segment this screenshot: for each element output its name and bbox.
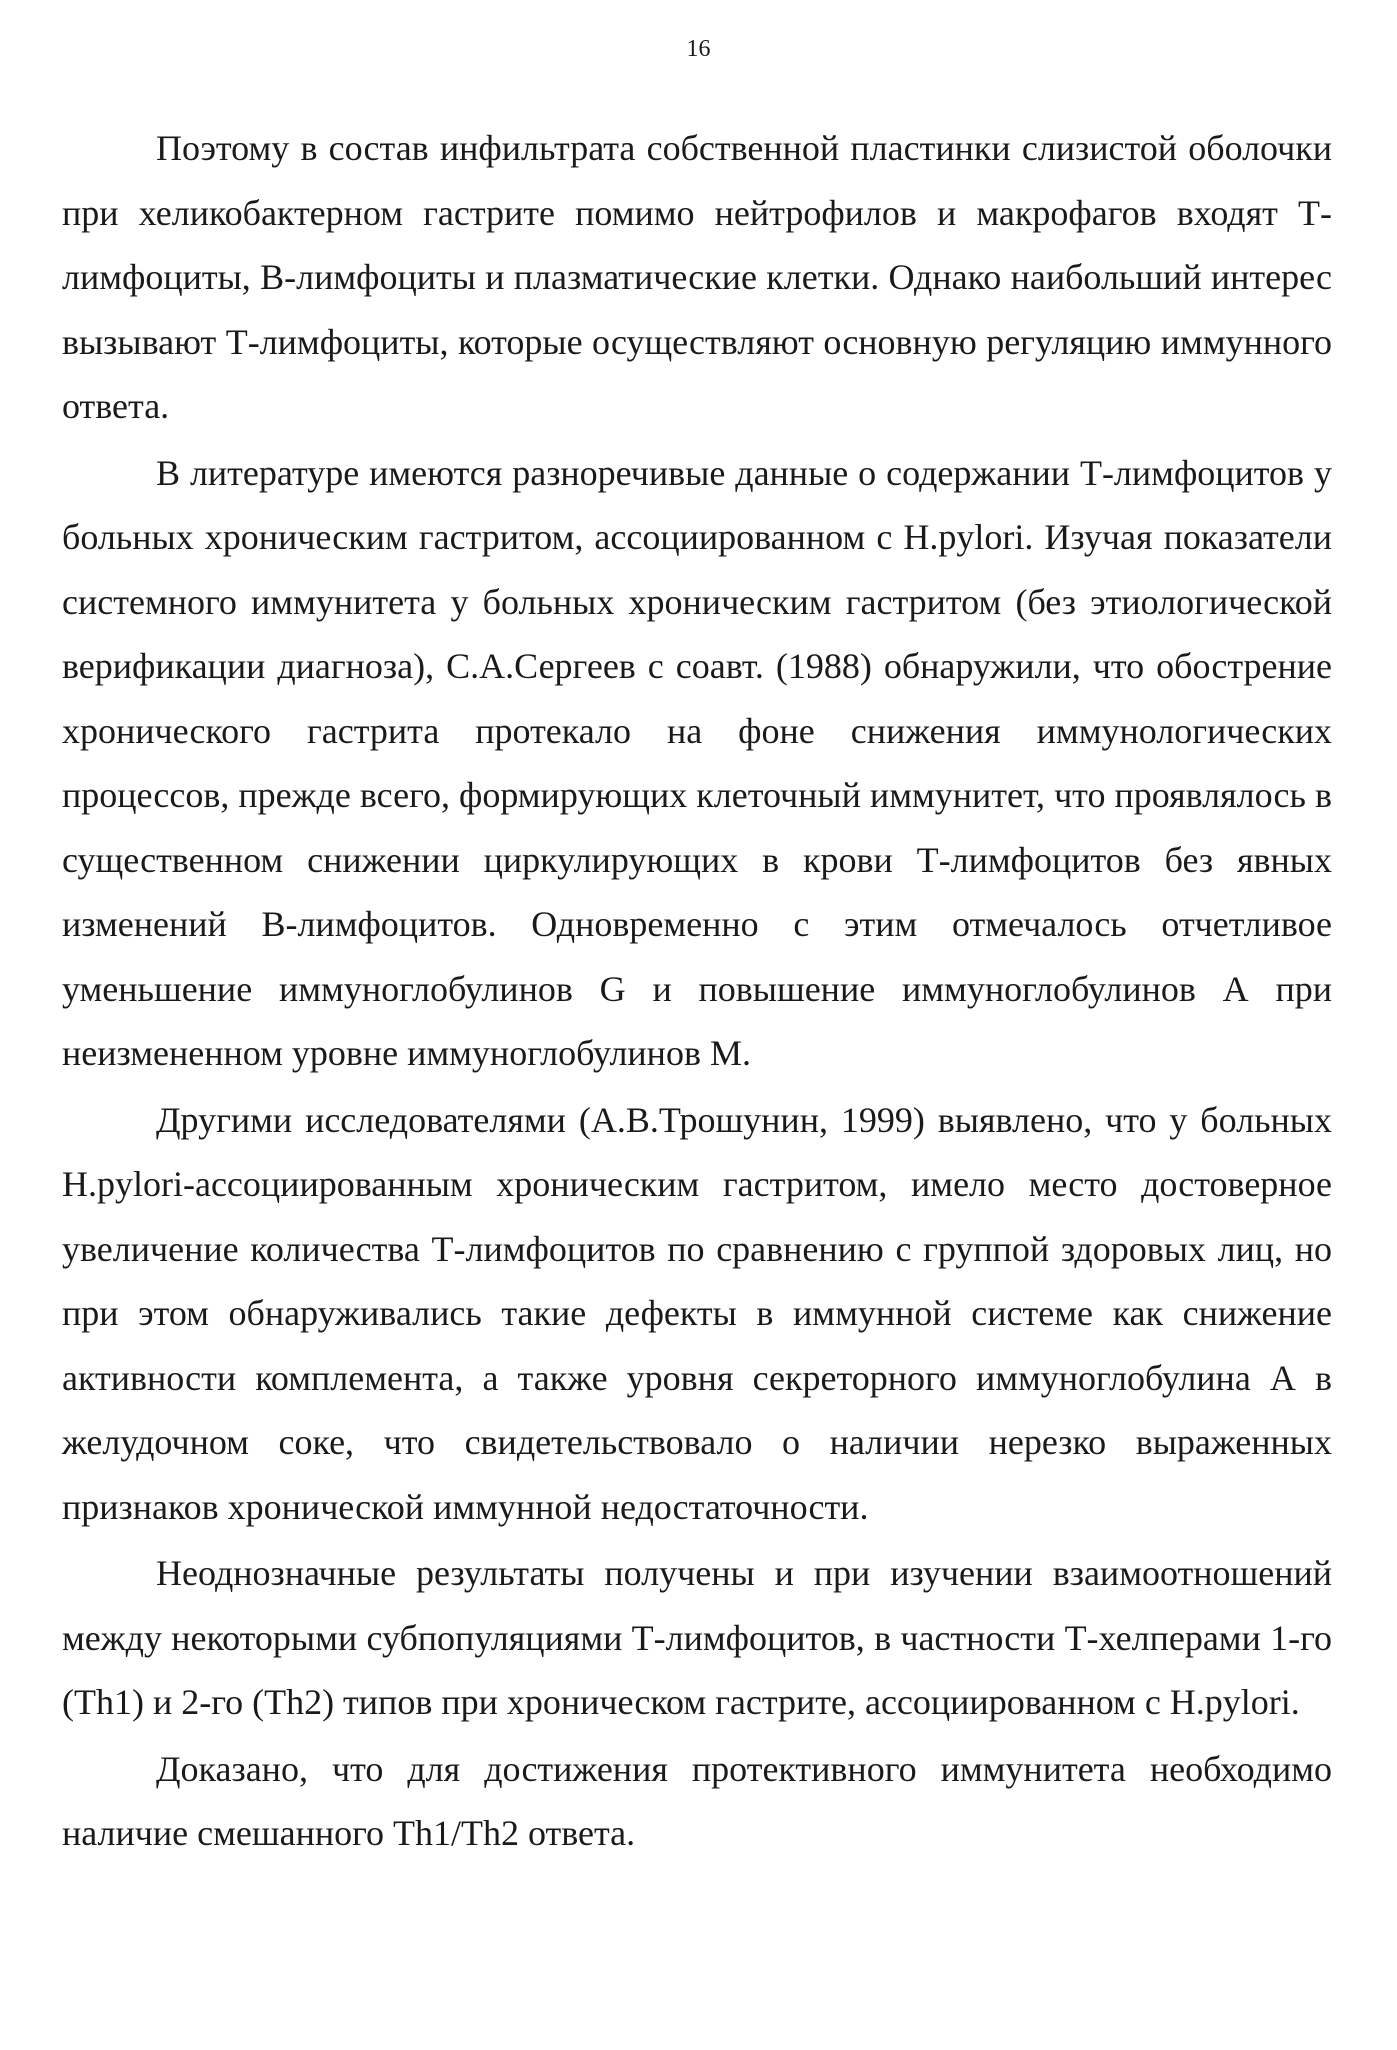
paragraph-infiltrate-composition: Поэтому в состав инфильтрата собственной пластинки слизистой оболочки при хеликобактерном гастрите помимо нейтрофилов и макрофагов входят Т-лимфоциты, В-лимфоциты и плазматические клетки. Однако наибольший интерес вызывают Т-лимфоциты, которые осуществляют основную регуляцию иммунного ответа. xyxy=(62,128,1332,426)
paragraph-th-subpopulations: Неоднозначные результаты получены и при изучении взаимоотношений между некоторыми субпопуляциями Т-лимфоцитов, в частности Т-хелперами 1-го (Th1) и 2-го (Th2) типов при хроническом гастрите, ассоциированном с H.pylori. xyxy=(62,1553,1332,1722)
paragraph-other-researchers: Другими исследователями (А.В.Трошунин, 1999) выявлено, что у больных H.pylori-ассоциированным хроническим гастритом, имело место достоверное увеличение количества Т-лимфоцитов по сравнению с группой здоровых лиц, но при этом обнаруживались такие дефекты в иммунной системе как снижение активности комплемента, а также уровня секреторного иммуноглобулина А в желудочном соке, что свидетельствовало о наличии нерезко выраженных признаков хронической иммунной недостаточности. xyxy=(62,1099,1332,1527)
body-text xyxy=(62,116,1332,1866)
paragraph-protective-immunity: Доказано, что для достижения протективного иммунитета необходимо наличие смешанного Th1/Th2 ответа. xyxy=(62,1748,1332,1853)
page-number: 16 xyxy=(686,36,711,62)
paragraph-literature-data: В литературе имеются разноречивые данные о содержании Т-лимфоцитов у больных хроническим гастритом, ассоциированном с H.pylori. Изучая показатели системного иммунитета у больных хроническим гастритом (без этиологической верификации диагноза), С.А.Сергеев с соавт. (1988) обнаружили, что обострение хронического гастрита протекало на фоне снижения иммунологических процессов, прежде всего, формирующих клеточный иммунитет, что проявлялось в существенном снижении циркулирующих в крови Т-лимфоцитов без явных изменений В-лимфоцитов. Одновременно с этим отмечалось отчетливое уменьшение иммуноглобулинов G и повышение иммуноглобулинов А при неизмененном уровне иммуноглобулинов М. xyxy=(62,452,1332,1073)
